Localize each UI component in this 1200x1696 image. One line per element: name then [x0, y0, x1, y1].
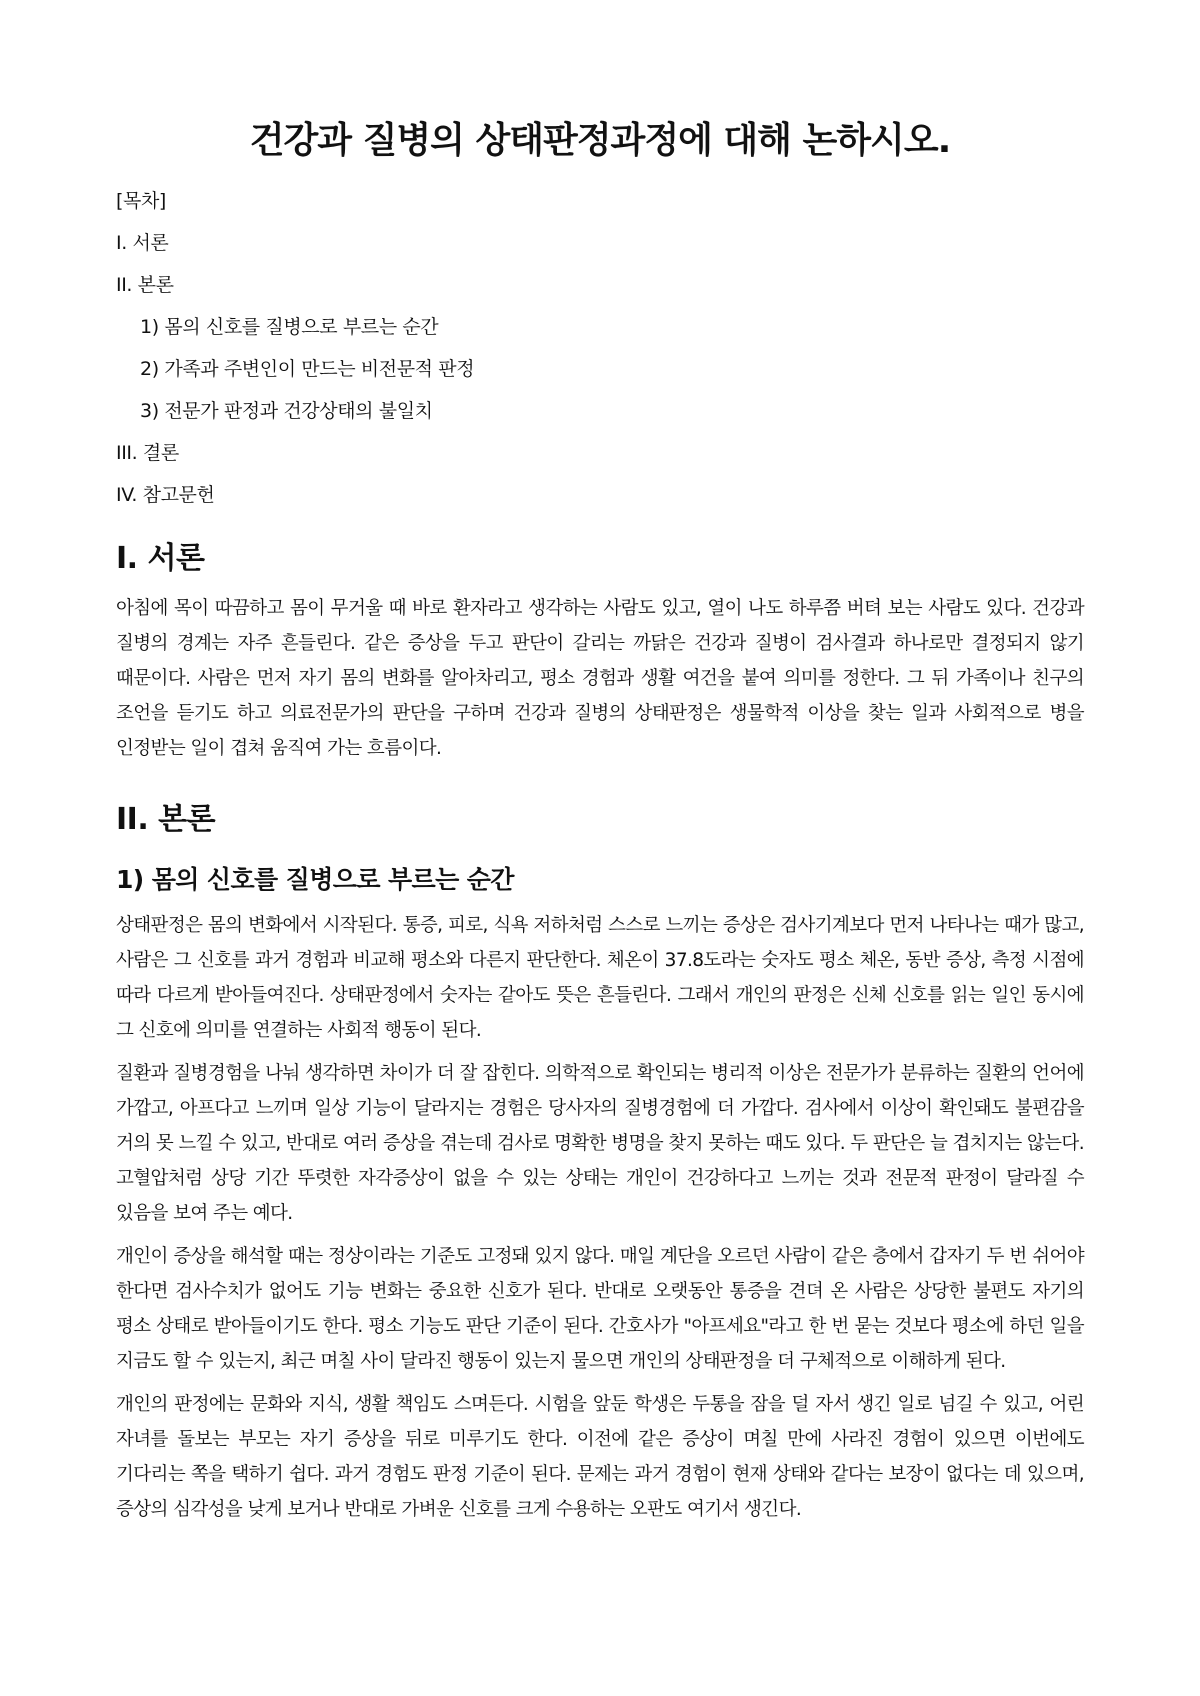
- toc-item-body-2: 2) 가족과 주변인이 만드는 비전문적 판정: [140, 358, 475, 380]
- body-sub1-heading: 1) 몸의 신호를 질병으로 부르는 순간: [116, 865, 514, 894]
- toc-item-body: II. 본론: [116, 274, 174, 296]
- toc-item-body-3: 3) 전문가 판정과 건강상태의 불일치: [140, 400, 433, 422]
- toc-heading: [목차]: [116, 190, 166, 212]
- body-sub1-paragraph-3: 개인이 증상을 해석할 때는 정상이라는 기준도 고정돼 있지 않다. 매일 계단을 오르던 사람이 같은 층에서 갑자기 두 번 쉬어야 한다면 검사수치가 없어도 기능 변화는 중요한 신호가 된다. 반대로 오랫동안 통증을 견뎌 온 사람은 상당한 불편도 자기의 평소 상태로 받아들이기도 한다. 평소 기능도 판단 기준이 된다. 간호사가 "아프세요"라고 한 번 묻는 것보다 평소에 하던 일을 지금도 할 수 있는지, 최근 며칠 사이 달라진 행동이 있는지 물으면 개인의 상태판정을 더 구체적으로 이해하게 된다.: [116, 1246, 1084, 1372]
- table-of-contents: [116, 189, 1084, 507]
- intro-paragraph: 아침에 목이 따끔하고 몸이 무거울 때 바로 환자라고 생각하는 사람도 있고, 열이 나도 하루쯤 버텨 보는 사람도 있다. 건강과 질병의 경계는 자주 흔들린다. 같은 증상을 두고 판단이 갈리는 까닭은 건강과 질병이 검사결과 하나로만 결정되지 않기 때문이다. 사람은 먼저 자기 몸의 변화를 알아차리고, 평소 경험과 생활 여건을 붙여 의미를 정한다. 그 뒤 가족이나 친구의 조언을 듣기도 하고 의료전문가의 판단을 구하며 건강과 질병의 상태판정은 생물학적 이상을 찾는 일과 사회적으로 병을 인정받는 일이 겹쳐 움직여 가는 흐름이다.: [116, 598, 1084, 759]
- body-sub1-paragraph-1: 상태판정은 몸의 변화에서 시작된다. 통증, 피로, 식욕 저하처럼 스스로 느끼는 증상은 검사기계보다 먼저 나타나는 때가 많고, 사람은 그 신호를 과거 경험과 비교해 평소와 다른지 판단한다. 체온이 37.8도라는 숫자도 평소 체온, 동반 증상, 측정 시점에 따라 다르게 받아들여진다. 상태판정에서 숫자는 같아도 뜻은 흔들린다. 그래서 개인의 판정은 신체 신호를 읽는 일인 동시에 그 신호에 의미를 연결하는 사회적 행동이 된다.: [116, 915, 1084, 1041]
- toc-item-intro: I. 서론: [116, 232, 169, 254]
- document-title: 건강과 질병의 상태판정과정에 대해 논하시오.: [249, 120, 951, 161]
- body-sub1-paragraph-4: 개인의 판정에는 문화와 지식, 생활 책임도 스며든다. 시험을 앞둔 학생은 두통을 잠을 덜 자서 생긴 일로 넘길 수 있고, 어린 자녀를 돌보는 부모는 자기 증상을 뒤로 미루기도 한다. 이전에 같은 증상이 며칠 만에 사라진 경험이 있으면 이번에도 기다리는 쪽을 택하기 쉽다. 과거 경험도 판정 기준이 된다. 문제는 과거 경험이 현재 상태와 같다는 보장이 없다는 데 있으며, 증상의 심각성을 낮게 보거나 반대로 가벼운 신호를 크게 수용하는 오판도 여기서 생긴다.: [116, 1394, 1084, 1520]
- toc-item-conclusion: III. 결론: [116, 442, 179, 464]
- intro-heading: I. 서론: [116, 541, 205, 576]
- body-sub1-paragraph-2: 질환과 질병경험을 나눠 생각하면 차이가 더 잘 잡힌다. 의학적으로 확인되는 병리적 이상은 전문가가 분류하는 질환의 언어에 가깝고, 아프다고 느끼며 일상 기능이 달라지는 경험은 당사자의 질병경험에 더 가깝다. 검사에서 이상이 확인돼도 불편감을 거의 못 느낄 수 있고, 반대로 여러 증상을 겪는데 검사로 명확한 병명을 찾지 못하는 때도 있다. 두 판단은 늘 겹치지는 않는다. 고혈압처럼 상당 기간 뚜렷한 자각증상이 없을 수 있는 상태는 개인이 건강하다고 느끼는 것과 전문적 판정이 달라질 수 있음을 보여 주는 예다.: [116, 1063, 1084, 1224]
- toc-item-body-1: 1) 몸의 신호를 질병으로 부르는 순간: [140, 316, 439, 338]
- toc-item-references: IV. 참고문헌: [116, 484, 215, 506]
- body-heading: II. 본론: [116, 802, 216, 837]
